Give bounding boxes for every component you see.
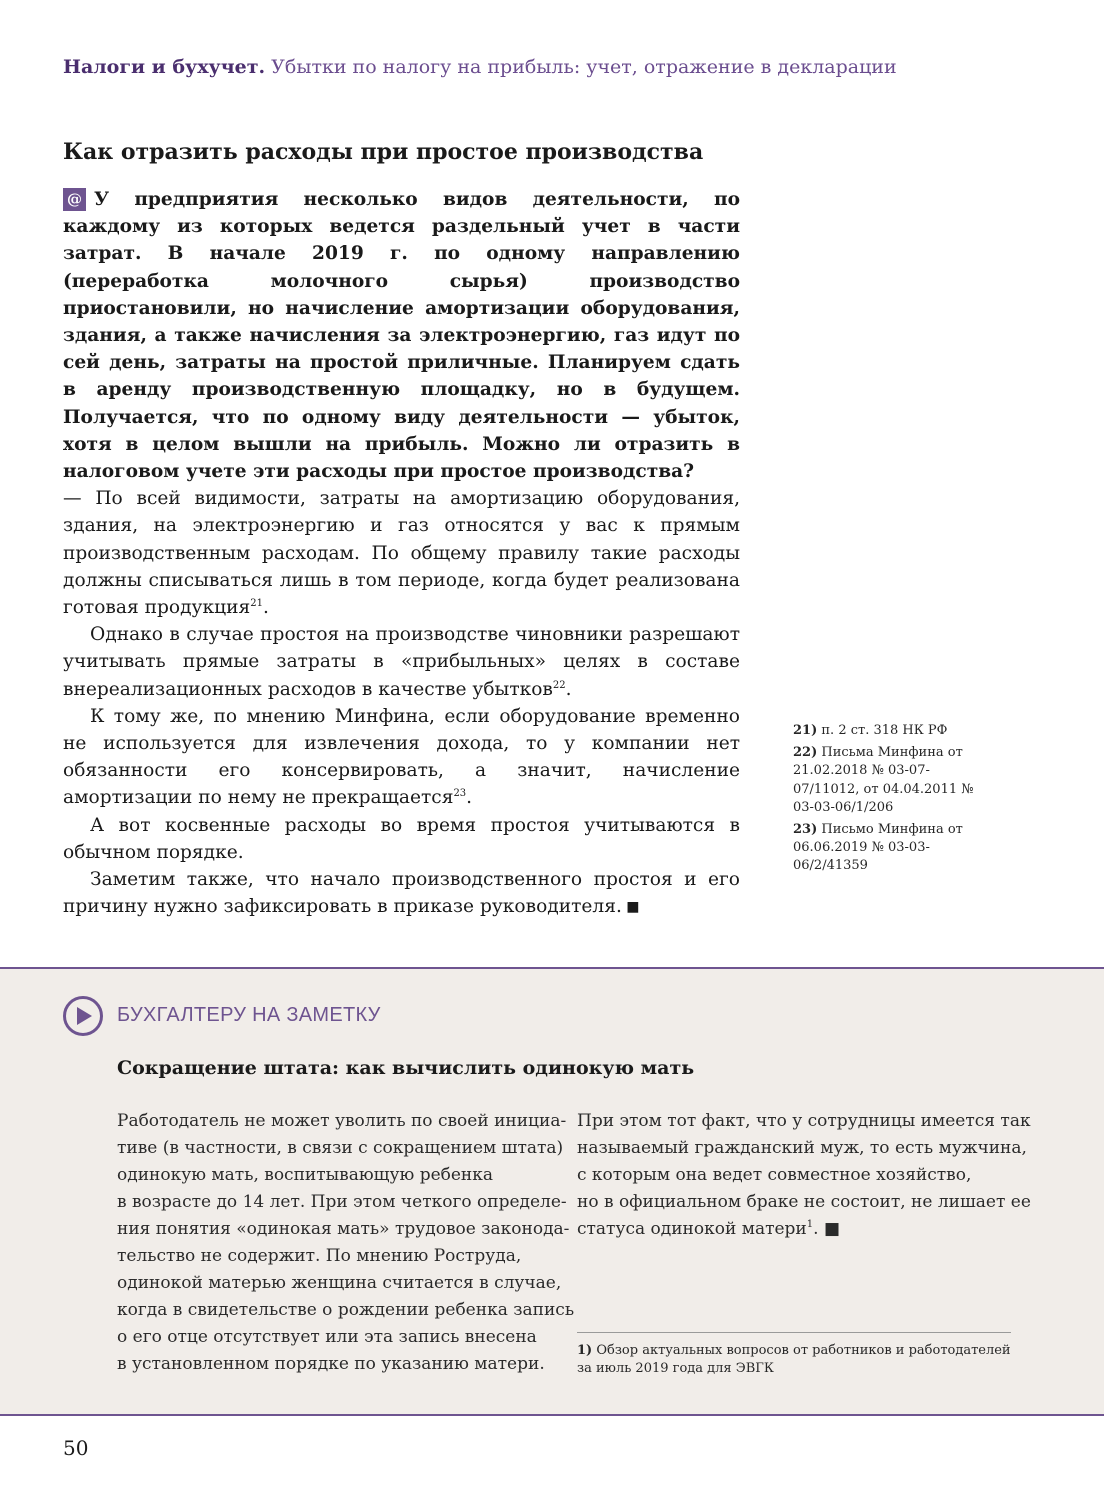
paragraph-text: — По всей видимости, затраты на амортизацию оборудования, здания, на электроэнергию и газ относятся у вас к прямым производственным расходам. По общему правилу такие расходы должны списываться лишь в том периоде, когда будет реализована готовая продукция	[63, 488, 740, 619]
box-label: БУХГАЛТЕРУ НА ЗАМЕТКУ	[117, 1004, 381, 1026]
answer-paragraph-4	[63, 812, 740, 866]
sidenote-23	[793, 821, 983, 876]
question-paragraph	[63, 186, 740, 485]
box-footnote	[577, 1342, 1011, 1378]
answer-paragraph-5	[63, 866, 740, 921]
answer-paragraph-1	[63, 485, 740, 621]
sidenote-text: Письмо Минфина от 06.06.2019 № 03-03-06/2/41359	[793, 822, 963, 874]
play-icon	[63, 996, 103, 1036]
footnote-ref-23: 23	[453, 788, 467, 800]
text-line: одинокой матерью женщина считается в случае,	[117, 1273, 562, 1293]
sidenote-number: 21)	[793, 723, 818, 738]
text-line: называемый гражданский муж, то есть мужчина,	[577, 1138, 1027, 1158]
accountant-note-box	[0, 967, 1104, 1416]
sidenote-22	[793, 744, 983, 817]
text-line: но в официальном браке не состоит, не лишает ее	[577, 1192, 1031, 1212]
footnote-ref-22: 22	[552, 679, 566, 691]
text-line: в установленном порядке по указанию матери.	[117, 1354, 545, 1374]
sidenote-number: 23)	[793, 822, 818, 838]
text-line: когда в свидетельстве о рождении ребенка запись	[117, 1300, 575, 1320]
sidenote-21	[793, 722, 983, 740]
footnote-ref-1: 1	[806, 1219, 814, 1230]
article-body	[63, 186, 740, 921]
paragraph-text: Однако в случае простоя на производстве чиновники разрешают учитывать прямые затраты в «прибыльных» целях в составе внереализационных расходов в качестве убытков	[63, 624, 740, 700]
text-line: в возрасте до 14 лет. При этом четкого определе-	[117, 1192, 567, 1212]
sidenotes	[793, 722, 983, 880]
footnote-text: Обзор актуальных вопросов от работников и работодателей за июль 2019 года для ЭВГК	[577, 1343, 1011, 1376]
footnote-number: 1)	[577, 1343, 593, 1358]
text-line: При этом тот факт, что у сотрудницы имеется так	[577, 1111, 1031, 1131]
paragraph-text: А вот косвенные расходы во время простоя учитываются в обычном порядке.	[63, 814, 740, 863]
answer-paragraph-2	[63, 621, 740, 703]
text-line: Работодатель не может уволить по своей инициа-	[117, 1111, 567, 1131]
footnote-ref-21: 21	[250, 598, 263, 610]
paragraph-text: К тому же, по мнению Минфина, если оборудование временно не используется для извлечения дохода, то у компании нет обязанности его консервировать, а значит, начисление амортизации по нему не прекращается	[63, 705, 740, 809]
text-line: о его отце отсутствует или эта запись внесена	[117, 1327, 537, 1347]
article-title: Как отразить расходы при простое производства	[63, 139, 704, 165]
footnote-divider	[577, 1332, 1011, 1333]
running-head-subtitle: Убытки по налогу на прибыль: учет, отражение в декларации	[271, 56, 897, 78]
page-number: 50	[63, 1436, 89, 1460]
paragraph-tail: .	[466, 787, 473, 809]
box-left-column	[117, 1108, 575, 1378]
text-line: с которым она ведет совместное хозяйство,	[577, 1165, 972, 1185]
text-line-last	[577, 1216, 1011, 1243]
end-mark: ■	[621, 899, 640, 916]
paragraph-tail: .	[262, 597, 269, 619]
box-title: Сокращение штата: как вычислить одинокую мать	[117, 1057, 695, 1079]
text-line-last-text: статуса одинокой матери	[577, 1219, 807, 1239]
question-text: У предприятия несколько видов деятельности, по каждому из которых ведется раздельный учет в части затрат. В начале 2019 г. по одному направлению (переработка молочного сырья) производство приостановили, но начисление амортизации оборудования, здания, а также начисления за электроэнергию, газ идут по сей день, затраты на простой приличные. Планируем сдать в аренду производственную площадку, но в будущем. Получается, что по одному виду деятельности — убыток, хотя в целом вышли на прибыль. Можно ли отразить в налоговом учете эти расходы при простое производства?	[63, 189, 740, 483]
end-mark: . ■	[813, 1219, 841, 1239]
text-line: тельство не содержит. По мнению Роструда,	[117, 1246, 522, 1266]
running-head	[63, 54, 1063, 80]
sidenote-text: Письма Минфина от 21.02.2018 № 03-07-07/11012, от 04.04.2011 № 03-03-06/1/206	[793, 745, 974, 815]
answer-paragraph-3	[63, 703, 740, 812]
paragraph-text: Заметим также, что начало производственного простоя и его причину нужно зафиксировать в приказе руководителя.	[63, 869, 740, 918]
paragraph-tail: .	[565, 678, 572, 700]
at-icon: @	[63, 188, 86, 211]
sidenote-number: 22)	[793, 745, 818, 761]
text-line: тиве (в частности, в связи с сокращением штата)	[117, 1138, 564, 1158]
sidenote-text: п. 2 ст. 318 НК РФ	[821, 723, 948, 738]
box-right-column	[577, 1108, 1031, 1243]
text-line: одинокую мать, воспитывающую ребенка	[117, 1165, 494, 1185]
text-line: ния понятия «одинокая мать» трудовое законода-	[117, 1219, 570, 1239]
running-head-section: Налоги и бухучет.	[63, 56, 266, 78]
